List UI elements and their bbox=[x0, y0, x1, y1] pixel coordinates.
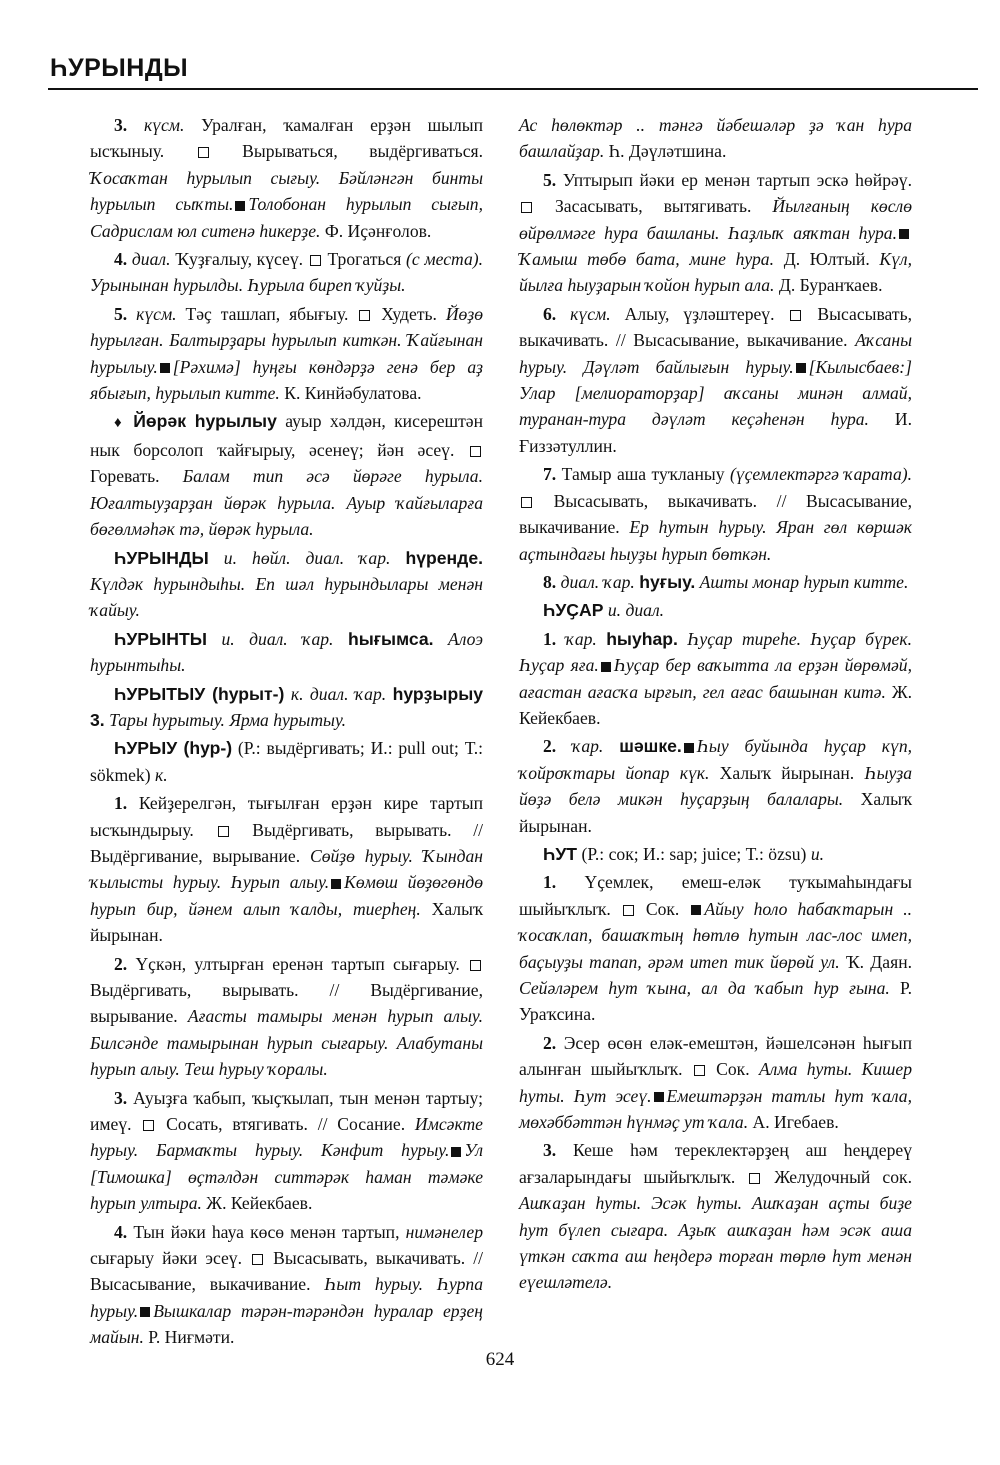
italic-text: Йөҙө һурылған. Балтырҙары һурылып киткән. Ҡайғынан һурылыу. bbox=[90, 303, 484, 377]
text-run: Сосать, втягивать. // Сосание. bbox=[156, 1114, 415, 1135]
text-run: Тын йәки һауа көсө менән тартып, bbox=[133, 1221, 406, 1242]
sense-number: 2. bbox=[543, 736, 573, 757]
citation-marker-icon bbox=[691, 905, 701, 915]
text-run: Засасывать, вытягивать. bbox=[534, 196, 773, 217]
sense-number: 5. bbox=[543, 169, 563, 190]
italic-text: Сөйҙө һурыу. Ҡындан ҡылысты һурыу. Һурып алыу. bbox=[90, 845, 483, 893]
headword: һыуһар. bbox=[606, 628, 678, 649]
dictionary-entry bbox=[90, 246, 483, 299]
text-run: А. Игебаев. bbox=[748, 1112, 839, 1133]
citation-marker-icon bbox=[140, 1307, 150, 1317]
italic-text: Һыт һурыу. Һурпа һурыу. bbox=[90, 1274, 483, 1321]
dictionary-entry bbox=[90, 408, 483, 542]
text-run: Халыҡ йырынан. bbox=[519, 789, 912, 836]
translation-marker-icon bbox=[521, 497, 532, 508]
text-run: Выдёргивать, вырывать. // Выдёргивание, вырывание. bbox=[90, 819, 483, 866]
dictionary-entry bbox=[90, 626, 483, 679]
text-run: сығарыу йәки эсеү. bbox=[90, 1248, 251, 1269]
citation-marker-icon bbox=[235, 201, 245, 211]
sense-number: 2. bbox=[543, 1032, 564, 1053]
italic-text: к. диал. ҡар. bbox=[284, 683, 393, 704]
dictionary-entry bbox=[90, 735, 483, 788]
text-run: Алыу, үҙләштереү. bbox=[610, 303, 789, 324]
text-run: Ҡуҙғалыу, күсеү. bbox=[170, 249, 308, 270]
translation-marker-icon bbox=[749, 1173, 760, 1184]
citation-marker-icon bbox=[331, 879, 341, 889]
text-run: И. Ғиззәтуллин. bbox=[519, 409, 912, 456]
citation-marker-icon bbox=[899, 229, 909, 239]
dictionary-entry bbox=[90, 1219, 483, 1351]
dictionary-entry bbox=[519, 301, 912, 459]
italic-text: Имсәкте һурыу. Бармаҡты һурыу. Кәнфит һурыу. bbox=[90, 1114, 483, 1161]
italic-text: күсм. bbox=[570, 303, 611, 324]
sense-number: 5. bbox=[114, 303, 137, 324]
text-run: (Р.: сок; И.: sap; juice; Т.: özsu) bbox=[577, 843, 811, 864]
text-run: Р. Ниғмәти. bbox=[143, 1327, 235, 1348]
text-run: Ж. Кейекбаев. bbox=[201, 1193, 313, 1214]
text-run: Ф. Иҫәнғолов. bbox=[320, 220, 432, 241]
italic-text: Көмөш йөҙөгөндө һурып бир, йәнем алып ҡалды, тиерһең. bbox=[90, 872, 483, 919]
running-head: ҺУРЫНДЫ bbox=[50, 54, 189, 82]
italic-text: [Кылысбаев:] Улар [мелиораторҙар] аҡсаны минән алмай, туранан-тура дәүләт кеҫәһенән һура. bbox=[519, 356, 912, 430]
text-run: Сок. bbox=[635, 898, 690, 919]
headword: шәшке. bbox=[619, 736, 682, 757]
dictionary-entry bbox=[90, 790, 483, 948]
dictionary-entry bbox=[519, 112, 912, 165]
citation-marker-icon bbox=[601, 662, 611, 672]
sense-number: 1. bbox=[543, 628, 566, 649]
dictionary-entry bbox=[519, 1030, 912, 1136]
italic-text: и. диал. bbox=[603, 600, 665, 621]
italic-text: Күл, йылға һыуҙарын ҡойон һурып ала. bbox=[519, 249, 912, 296]
translation-marker-icon bbox=[521, 202, 532, 213]
right-column bbox=[519, 112, 912, 1298]
dictionary-entry bbox=[90, 681, 483, 734]
phrase-diamond-icon: ♦ bbox=[114, 415, 134, 432]
text-run: Халыҡ йырынан. bbox=[709, 762, 865, 783]
text-run: Уптырып йәки ер менән тартып эскә һөйрәү. bbox=[562, 169, 912, 190]
sense-number: 7. bbox=[543, 464, 562, 485]
dictionary-entry bbox=[90, 951, 483, 1083]
text-run: Эсер өсөн еләк-емештән, йәшелсәнән һығып алынған шыйыҡлыҡ. bbox=[519, 1032, 913, 1080]
headword: ҺУҪАР bbox=[543, 600, 604, 621]
translation-marker-icon bbox=[623, 905, 634, 916]
dictionary-entry bbox=[519, 597, 912, 623]
italic-text: Ағасты тамыры менән һурып алыу. Билсәнде тамырынан һурып сығарыу. Алабутаны һурып алыу. Теш һурыу ҡоралы. bbox=[90, 1006, 483, 1080]
sense-number: 3. bbox=[114, 1087, 134, 1108]
sense-number: 2. bbox=[114, 953, 136, 974]
italic-text: Айыу һоло һабаҡтарын .. ҡосаҡлап, башаҡтың һөтлө һутын лас-лос имеп, баҫыуҙы тапап, әрәм итеп тик йөрөй ул. bbox=[519, 898, 912, 972]
italic-text: Ашты монар һурып китте. bbox=[695, 571, 909, 592]
italic-text: Һуҫар тиреһе. Һуҫар бүрек. Һуҫар яға. bbox=[519, 628, 912, 676]
text-run: Уралған, ҡамалған ерҙән шылып ысҡыныу. bbox=[90, 115, 483, 162]
italic-text: Йылғаның көслө өйрөлмәге һура башланы. Һаҙлыҡ аяҡтан һура. bbox=[519, 196, 913, 243]
translation-marker-icon bbox=[310, 255, 321, 266]
italic-text: күсм. bbox=[136, 303, 177, 324]
dictionary-entry bbox=[519, 841, 912, 867]
italic-text: Һуҫар бер ваҡытта ла ерҙән йөрөмәй, ағастан ағасҡа ырғып, гел ағас башынан китә. bbox=[519, 655, 912, 702]
italic-text: Ҡамыш төбө бата, мине һура. bbox=[519, 249, 774, 270]
italic-text: Емештәрҙән татлы һут ҡала, мөхәббәттән һүнмәҫ ут ҡала. bbox=[519, 1085, 912, 1133]
italic-text: диал. bbox=[131, 249, 171, 270]
text-run: Выдёргивать, вырывать. // Выдёргивание, вырывание. bbox=[90, 980, 483, 1027]
text-run: Сок. bbox=[706, 1059, 759, 1080]
text-run: Тәҫ ташлап, ябығыу. bbox=[176, 303, 358, 324]
text-run: Үҫемлек, емеш-еләк туҡымаһындағы шыйыҡлыҡ. bbox=[519, 872, 912, 919]
left-column bbox=[90, 112, 483, 1353]
dictionary-entry bbox=[519, 733, 912, 839]
citation-marker-icon bbox=[654, 1092, 664, 1102]
citation-marker-icon bbox=[796, 363, 806, 373]
italic-text: Алма һуты. Кишер һуты. Һут эсеү. bbox=[519, 1059, 912, 1106]
italic-text: нимәнелер bbox=[405, 1221, 484, 1242]
headword: ҺУРЫТЫУ (һурыт-) bbox=[114, 683, 285, 704]
text-run: (Р.: выдёргивать; И.: pull out; Т.: sökmek) bbox=[90, 738, 483, 785]
italic-text: диал. ҡар. bbox=[560, 571, 640, 592]
italic-text: Һыуҙа йөҙә белә микән һуҫарҙың балалары. bbox=[519, 762, 913, 810]
headword: һүренде. bbox=[405, 547, 483, 568]
italic-text: Ер һутын һурыу. Яран гөл көршәк аҫтындағы һыуҙы һурып бөткән. bbox=[519, 517, 912, 564]
text-run: ауыр хәлдән, кисерештән нык борсолоп ҡайғырыу, әсенеү; йән әсеү. bbox=[90, 411, 483, 460]
italic-text: Аҡсаны һурыу. Дәүләт байлығын һурыу. bbox=[519, 330, 912, 377]
text-run: Желудочный сок. bbox=[762, 1166, 912, 1187]
italic-text: к. bbox=[155, 764, 168, 785]
italic-text: Толобонан һурылып сығып, Садрислам юл ситенә һикерҙе. bbox=[90, 194, 484, 241]
headword: һурҙырыу 3. bbox=[90, 683, 483, 730]
italic-text: Ас һөлөктәр .. тәнгә йәбешәләр ҙә ҡан һура башлайҙар. bbox=[519, 115, 912, 162]
citation-marker-icon bbox=[684, 743, 694, 753]
italic-text: Һыу буйында һуҫар күп, ҡойроҡтары йопар күк. bbox=[519, 736, 913, 783]
text-run: Высасывать, выкачивать. // Высасывание, выкачивание. bbox=[519, 303, 912, 351]
italic-text: Тары һурытыу. Ярма һурытыу. bbox=[104, 709, 347, 730]
translation-marker-icon bbox=[252, 1254, 263, 1265]
text-run: Д. Юлтый. bbox=[774, 249, 880, 270]
italic-text: (с места). Урынынан һурылды. Һурыла биреп ҡуйҙы. bbox=[90, 249, 484, 296]
dictionary-entry bbox=[90, 545, 483, 624]
translation-marker-icon bbox=[359, 310, 370, 321]
translation-marker-icon bbox=[694, 1065, 705, 1076]
italic-text: Ашҡаҙан һуты. Эсәк һуты. Ашҡаҙан аҫты биҙе һут бүлеп сығара. Аҙыҡ ашҡаҙан һәм эсәк аша үткән саҡта аш һеңдерә торған төрлө һут менән еүешләтелә. bbox=[519, 1193, 912, 1293]
citation-marker-icon bbox=[451, 1147, 461, 1157]
dictionary-entry bbox=[519, 167, 912, 299]
text-run: Халыҡ йырынан. bbox=[90, 898, 483, 946]
italic-text: и. диал. ҡар. bbox=[206, 628, 348, 649]
italic-text: Күлдәк һурындыһы. Еп шәл һурындылары менән ҡайыу. bbox=[90, 573, 483, 621]
headword: ҺУРЫНДЫ bbox=[114, 547, 209, 568]
sense-number: 8. bbox=[543, 571, 561, 592]
header-rule bbox=[48, 88, 978, 90]
dictionary-entry bbox=[90, 1085, 483, 1217]
text-run: Ауыҙға ҡабып, ҡыҫҡылап, тын менән тартыу; имеү. bbox=[90, 1087, 484, 1135]
text-run: Тамыр аша туҡланыу bbox=[561, 464, 730, 485]
text-run: Үҫкән, ултырған еренән тартып сығарыу. bbox=[135, 953, 468, 974]
text-run: Ж. Кейекбаев. bbox=[519, 681, 913, 728]
sense-number: 3. bbox=[543, 1140, 574, 1161]
text-run: Горевать. bbox=[90, 466, 183, 487]
headword: һуғыу. bbox=[639, 571, 696, 592]
italic-text: Вышкалар тәрән-тәрәндән һуралар ерҙең майын. bbox=[90, 1300, 483, 1348]
sense-number: 1. bbox=[543, 872, 585, 893]
dictionary-entry bbox=[519, 626, 912, 732]
sense-number: 1. bbox=[114, 793, 139, 814]
sense-number: 4. bbox=[114, 1221, 134, 1242]
text-run: Трогаться bbox=[322, 249, 407, 270]
italic-text: (үҫемлектәргә ҡарата). bbox=[729, 464, 912, 485]
sense-number: 4. bbox=[114, 249, 132, 270]
headword: һығымса. bbox=[347, 628, 434, 649]
headword: ҺУТ bbox=[543, 843, 578, 864]
text-run: Кейҙерелгән, тығылған ерҙән кире тартып ысҡындырыу. bbox=[90, 793, 484, 840]
text-run: Кеше һәм тереклектәрҙең аш һеңдереү ағзаларындағы шыйыҡлыҡ. bbox=[519, 1140, 912, 1187]
italic-text: Ҡосаҡтан һурылып сығыу. Бәйләнгән бинты һурылып сыҡты. bbox=[90, 167, 483, 215]
italic-text: Сейәләрем һут ҡына, ал да ҡабып һур ғына. bbox=[519, 978, 890, 998]
text-run: Д. Буранҡаев. bbox=[774, 275, 883, 296]
italic-text: күсм. bbox=[143, 115, 185, 135]
translation-marker-icon bbox=[198, 147, 209, 158]
dictionary-entry bbox=[519, 569, 912, 595]
dictionary-entry bbox=[90, 112, 483, 244]
italic-text: и. һөйл. диал. ҡар. bbox=[208, 547, 406, 568]
text-run: К. Кинйәбулатова. bbox=[279, 383, 422, 404]
italic-text: и. bbox=[810, 843, 825, 864]
text-run: Вырываться, выдёргиваться. bbox=[210, 141, 484, 162]
text-run: Һ. Дәүләтшина. bbox=[604, 141, 727, 162]
dictionary-entry bbox=[519, 869, 912, 1027]
page-number: 624 bbox=[485, 1349, 515, 1370]
italic-text: ҡар. bbox=[565, 628, 607, 649]
dictionary-entry bbox=[519, 461, 912, 567]
dictionary-entry bbox=[519, 1137, 912, 1295]
text-run: Высасывать, выкачивать. // Высасывание, выкачивание. bbox=[90, 1248, 483, 1295]
translation-marker-icon bbox=[470, 960, 481, 971]
translation-marker-icon bbox=[790, 310, 801, 321]
translation-marker-icon bbox=[470, 446, 481, 457]
translation-marker-icon bbox=[143, 1120, 154, 1131]
text-run: Высасывать, выкачивать. // Высасывание, выкачивание. bbox=[519, 490, 912, 538]
headword: ҺУРЫНТЫ bbox=[114, 628, 207, 649]
italic-text: Алоэ һурынтыһы. bbox=[90, 628, 483, 676]
italic-text: [Рәхимә] һуңғы көндәрҙә генә бер аҙ ябығып, һурылып китте. bbox=[90, 356, 483, 404]
dictionary-entry bbox=[90, 301, 483, 407]
text-run: Худеть. bbox=[372, 303, 446, 324]
citation-marker-icon bbox=[160, 363, 170, 373]
translation-marker-icon bbox=[218, 826, 229, 837]
text-run: Ҡ. Даян. bbox=[839, 951, 913, 972]
headword: ҺУРЫУ (һур-) bbox=[114, 738, 233, 759]
italic-text: Балам тип әсә йөрәге һурыла. Юғалтыуҙарҙан йөрәк һурыла. Ауыр ҡайғыларға бөгөлмәһәк тә, йөрәк һурыла. bbox=[90, 466, 483, 540]
italic-text: Ул [Тимошка] өҫтәлдән ситтәрәк һаман тәмәке һурып ултыра. bbox=[90, 1140, 483, 1214]
headword: Йөрәк һурылыу bbox=[133, 411, 277, 432]
sense-number: 6. bbox=[543, 303, 571, 324]
sense-number: 3. bbox=[114, 115, 144, 135]
text-run: Р. Ураҡсина. bbox=[519, 978, 912, 1025]
italic-text: ҡар. bbox=[572, 736, 620, 757]
